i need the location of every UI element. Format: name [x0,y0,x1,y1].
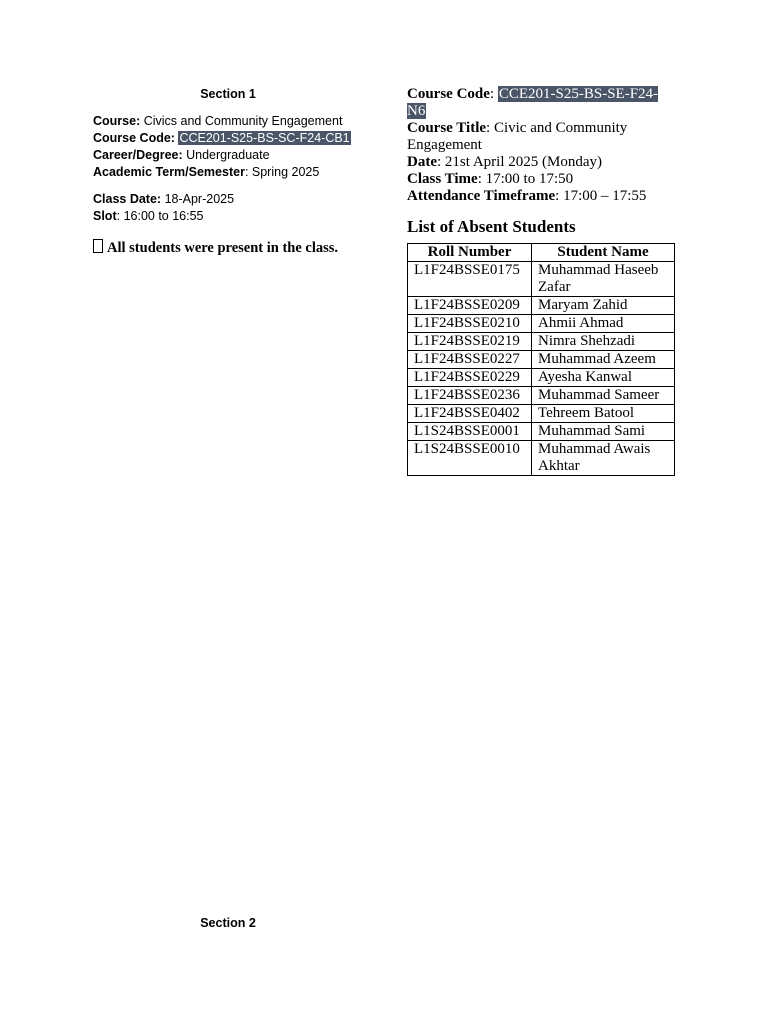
r-date-label: Date [407,154,437,170]
term-line: Academic Term/Semester: Spring 2025 [93,165,320,179]
r-attendance-value: 17:00 – 17:55 [563,188,647,204]
table-row [408,423,675,441]
slot-label: Slot [93,209,117,223]
table-row [408,333,675,351]
term-label: Academic Term/Semester [93,165,245,179]
roll-cell: L1F24BSSE0219 [408,333,532,351]
course-value: Civics and Community Engagement [143,114,343,128]
class-date-value: 18-Apr-2025 [164,192,235,206]
checkbox-icon [93,239,103,253]
name-cell: Ahmii Ahmad [532,315,675,333]
r-course-title-value: Civic and Community Engagement [407,120,628,153]
absent-list-title: List of Absent Students [407,217,576,236]
name-cell: Muhammad Sami [532,423,675,441]
name-cell: Tehreem Batool [532,405,675,423]
class-date-label: Class Date: [93,192,162,206]
course-code-label: Course Code: [93,131,175,145]
r-date-value: 21st April 2025 (Monday) [444,154,602,170]
r-class-time-line: Class Time: 17:00 to 17:50 [407,171,574,187]
name-cell: Muhammad Awais Akhtar [532,441,675,476]
r-course-title-line: Course Title: Civic and Community Engagement [407,120,628,153]
name-cell: Muhammad Haseeb Zafar [532,262,675,297]
r-course-code-line: Course Code: CCE201-S25-BS-SE-F24-N6 [407,86,659,119]
term-value: Spring 2025 [251,165,320,179]
table-row [408,387,675,405]
name-cell: Muhammad Sameer [532,387,675,405]
absent-students-table [407,243,675,476]
r-attendance-line: Attendance Timeframe: 17:00 – 17:55 [407,188,647,204]
roll-cell: L1F24BSSE0210 [408,315,532,333]
course-code-line [93,130,363,147]
r-class-time-label: Class Time [407,171,478,187]
col-header-roll: Roll Number [408,244,532,262]
r-course-title-label: Course Title [407,120,487,136]
course-line [93,113,363,130]
table-row [408,262,675,297]
career-value: Undergraduate [186,148,270,162]
class-date-line [93,191,363,208]
course-detail-block [407,86,675,476]
roll-cell: L1F24BSSE0175 [408,262,532,297]
all-present-text: All students were present in the class. [107,240,339,256]
roll-cell: L1F24BSSE0209 [408,297,532,315]
r-class-time-value: 17:00 to 17:50 [485,171,574,187]
table-header-row [408,244,675,262]
r-date-line: Date: 21st April 2025 (Monday) [407,154,602,170]
career-line [93,147,363,164]
name-cell: Nimra Shehzadi [532,333,675,351]
name-cell: Maryam Zahid [532,297,675,315]
roll-cell: L1F24BSSE0402 [408,405,532,423]
roll-cell: L1S24BSSE0010 [408,441,532,476]
r-attendance-label: Attendance Timeframe [407,188,556,204]
roll-cell: L1F24BSSE0236 [408,387,532,405]
col-header-name: Student Name [532,244,675,262]
section-2-title: Section 2 [200,916,256,930]
course-label: Course: [93,114,141,128]
table-row [408,405,675,423]
table-row [408,369,675,387]
table-row [408,351,675,369]
roll-cell: L1F24BSSE0227 [408,351,532,369]
name-cell: Muhammad Azeem [532,351,675,369]
r-course-code-value: CCE201-S25-BS-SE-F24-N6 [407,86,659,119]
slot-line: Slot: 16:00 to 16:55 [93,209,204,223]
table-row [408,297,675,315]
r-course-code-label: Course Code [407,86,490,102]
table-row [408,315,675,333]
roll-cell: L1S24BSSE0001 [408,423,532,441]
roll-cell: L1F24BSSE0229 [408,369,532,387]
course-code-value: CCE201-S25-BS-SC-F24-CB1 [179,131,350,145]
table-row [408,441,675,476]
all-present-note [93,239,363,257]
name-cell: Ayesha Kanwal [532,369,675,387]
career-label: Career/Degree: [93,148,183,162]
section-1-title: Section 1 [200,87,256,101]
slot-value: 16:00 to 16:55 [123,209,204,223]
section-1-block [93,86,363,257]
